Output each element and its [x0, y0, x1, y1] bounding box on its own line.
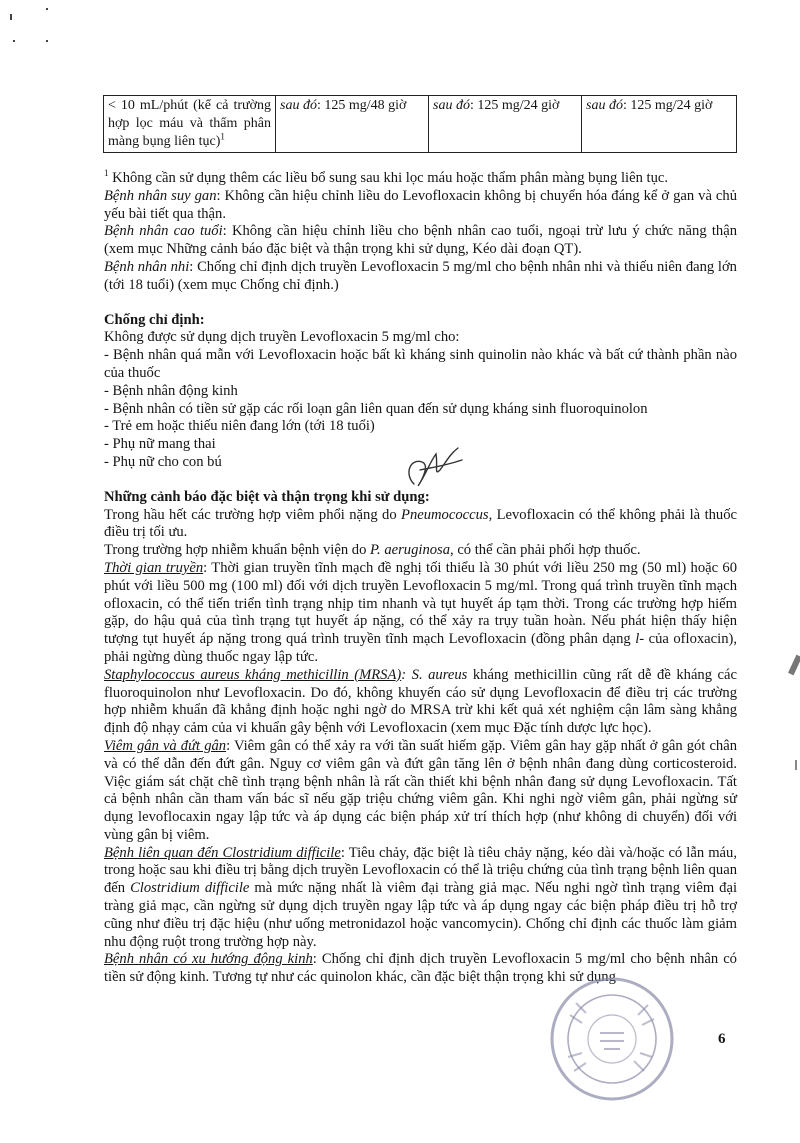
page-number: 6	[718, 1031, 726, 1047]
text-run: - của ofloxacin), phải ngừng dùng thuốc ngay lập tức.	[104, 631, 737, 665]
cdiff-paragraph	[104, 845, 737, 952]
scan-speck	[13, 40, 15, 42]
dose-cell	[276, 96, 429, 153]
aeruginosa-paragraph	[104, 542, 737, 560]
dose-cell	[429, 96, 582, 153]
elderly-text: : Không cần hiệu chỉnh liều cho bệnh nhân cao tuổi, ngoại trừ lưu ý chức năng thận (xem mục Những cảnh báo đặc biệt và thận trọng khi sử dụng, Kéo dài đoạn QT).	[104, 223, 737, 258]
dose-label: sau đó	[280, 98, 317, 113]
text-run: : Thời gian truyền tĩnh mạch đề nghị tối thiểu là 30 phút với liều 250 mg (50 ml) hoặc 60 phút với liều 500 mg (100 ml) đối với dịch truyền Levofloxacin 5 mg/ml. Trong quá trình truyền tĩnh mạch ofloxacin, có thể tiến triển tình trạng nhịp tim nhanh và tụt huyết áp tạm thời. Trong các trường hợp hiếm gặp, do hậu quả của tình trạng tụt huyết áp nặng, có thể xảy ra trụy tuần hoàn. Nếu phát hiện thấy hiện tượng tụt huyết áp nặng trong quá trình truyền tĩnh mạch Levofloxacin (đồng phân dạng	[104, 559, 738, 648]
mrsa-paragraph	[104, 667, 737, 738]
scan-speck	[46, 40, 48, 42]
liver-label: Bệnh nhân suy gan	[104, 187, 217, 204]
text-run: mà mức nặng nhất là viêm đại tràng giả mạc. Nếu nghi ngờ tình trạng viêm đại tràng giả mạc, cần ngừng sử dụng dịch truyền ngay lập tức và áp dụng ngay các biện pháp điều trị hỗ trợ cũng như điều trị đặc hiệu (như uống metronidazol hoặc vancomycin). Chống chỉ định các thuốc làm giảm nhu động ruột trong trường hợp này.	[104, 880, 737, 950]
pediatric-label: Bệnh nhân nhi	[104, 258, 190, 275]
spacer	[104, 295, 737, 312]
text-run: Trong hầu hết các trường hợp viêm phổi nặng do	[104, 506, 402, 523]
text-run: : Viêm gân có thể xảy ra với tần suất hiếm gặp. Viêm gân hay gặp nhất ở gân gót chân và có thể dẫn đến đứt gân. Nguy cơ viêm gân và đứt gân tăng lên ở bệnh nhân đang dùng corticosteroid. Việc giám sát chặt chẽ tình trạng bệnh nhân là rất cần thiết khi bệnh nhân đang sử dụng Levofloxacin. Tất cả bệnh nhân cần tham vấn bác sĩ nếu gặp triệu chứng viêm gân. Khi nghi ngờ viêm gân, phải ngừng sử dụng levoflocaxin ngay lập tức và áp dụng các biện pháp xử trí thích hợp (như không di chuyển) đối với vùng gân bị viêm.	[104, 737, 737, 843]
text-run: , Levofloxacin có thể không phải là thuốc điều trị tối ưu.	[104, 506, 737, 541]
list-item: - Phụ nữ cho con bú	[104, 453, 222, 470]
dose-cell	[582, 96, 737, 153]
document-body	[104, 170, 737, 987]
clearance-text: < 10 mL/phút (kể cả trường hợp lọc máu và thẩm phân màng bụng liên tục)	[108, 98, 271, 149]
dose-label: sau đó	[586, 98, 623, 113]
dosage-table	[103, 95, 737, 153]
table-row	[104, 96, 737, 153]
tendon-label: Viêm gân và đứt gân	[104, 737, 227, 754]
contraindications-intro: Không được sử dụng dịch truyền Levofloxacin 5 mg/ml cho:	[104, 329, 460, 346]
pediatric-paragraph	[104, 259, 737, 295]
tendon-paragraph	[104, 738, 737, 845]
scan-speck	[46, 8, 48, 10]
infusion-label: Thời gian truyền	[104, 559, 204, 576]
text-run: : Chống chỉ định dịch truyền Levofloxacin 5 mg/ml cho bệnh nhân có tiền sử động kinh. Tương tự như các quinolon khác, cần đặc biệt thận trọng khi sử dụng	[104, 951, 737, 986]
mrsa-label: Staphylococcus aureus kháng methicillin (MRSA)	[104, 666, 402, 683]
text-run: , có thể cần phải phối hợp thuốc.	[450, 542, 641, 559]
isomer-letter: l	[635, 631, 640, 648]
elderly-label: Bệnh nhân cao tuổi	[104, 223, 223, 240]
list-item: - Trẻ em hoặc thiếu niên đang lớn (tới 18 tuổi)	[104, 418, 375, 435]
dose-label: sau đó	[433, 98, 470, 113]
company-stamp	[548, 975, 676, 1103]
dose-value: : 125 mg/24 giờ	[622, 98, 713, 113]
scan-speck	[10, 14, 12, 20]
liver-text: : Không cần hiệu chỉnh liều do Levofloxacin không bị chuyển hóa đáng kể ở gan và chủ yếu bài tiết qua thận.	[104, 187, 737, 222]
footnote-text: Không cần sử dụng thêm các liều bổ sung sau khi lọc máu hoặc thẩm phân màng bụng liên tục.	[108, 170, 669, 186]
list-item: - Bệnh nhân động kinh	[104, 382, 238, 399]
seizure-label: Bệnh nhân có xu hướng động kinh	[104, 951, 313, 968]
contraindications-heading: Chống chỉ định:	[104, 311, 205, 328]
infusion-paragraph	[104, 560, 737, 667]
organism-name: S. aureus	[411, 666, 468, 683]
dose-value: : 125 mg/24 giờ	[469, 98, 560, 113]
footnote	[104, 170, 737, 188]
list-item: - Bệnh nhân có tiền sử gặp các rối loạn gân liên quan đến sử dụng kháng sinh fluoroquinolon	[104, 400, 648, 417]
footnote-mark: 1	[104, 168, 109, 179]
organism-name: P. aeruginosa	[370, 542, 451, 559]
organism-name: Pneumococcus	[401, 506, 489, 523]
liver-paragraph	[104, 188, 737, 224]
scan-edge-mark	[788, 655, 800, 676]
list-item: - Phụ nữ mang thai	[104, 436, 216, 453]
warnings-heading: Những cảnh báo đặc biệt và thận trọng khi sử dụng:	[104, 488, 430, 505]
text-run: kháng methicillin cũng rất dễ đề kháng các fluoroquinolon như Levofloxacin. Do đó, không khuyến cáo sử dụng Levofloxacin để điều trị các trường hợp nhiễm khuẩn đã khẳng định hoặc nghi ngờ do MRSA trừ khi kết quả xét nghiệm cận lâm sàng khẳng định độ nhạy cảm của vi khuẩn gây bệnh với Levofloxacin (xem mục Đặc tính dược lực học).	[104, 666, 737, 737]
signature-image	[400, 440, 470, 495]
pediatric-text: : Chống chỉ định dịch truyền Levofloxacin 5 mg/ml cho bệnh nhân nhi và thiếu niên đang lớn (tới 18 tuổi) (xem mục Chống chỉ định.)	[104, 258, 737, 293]
list-item: - Bệnh nhân quá mẫn với Levofloxacin hoặc bất kì kháng sinh quinolin nào khác và bất cứ thành phần nào của thuốc	[104, 347, 737, 381]
elderly-paragraph	[104, 223, 737, 259]
pneumococcus-paragraph	[104, 507, 737, 543]
clearance-cell	[104, 96, 276, 153]
text-run: :	[401, 666, 412, 683]
footnote-ref: 1	[220, 131, 225, 142]
text-run: : Tiêu chảy, đặc biệt là tiêu chảy nặng, kéo dài và/hoặc có lẫn máu, trong hoặc sau khi điều trị bằng dịch truyền Levofloxacin có thể là triệu chứng của tình trạng bệnh liên quan đến	[104, 844, 737, 897]
text-run: Trong trường hợp nhiễm khuẩn bệnh viện do	[104, 542, 371, 559]
dose-value: : 125 mg/48 giờ	[316, 98, 407, 113]
cdiff-label: Bệnh liên quan đến Clostridium difficile	[104, 844, 341, 861]
scan-edge-mark	[795, 760, 797, 770]
organism-name: Clostridium difficile	[130, 880, 250, 897]
